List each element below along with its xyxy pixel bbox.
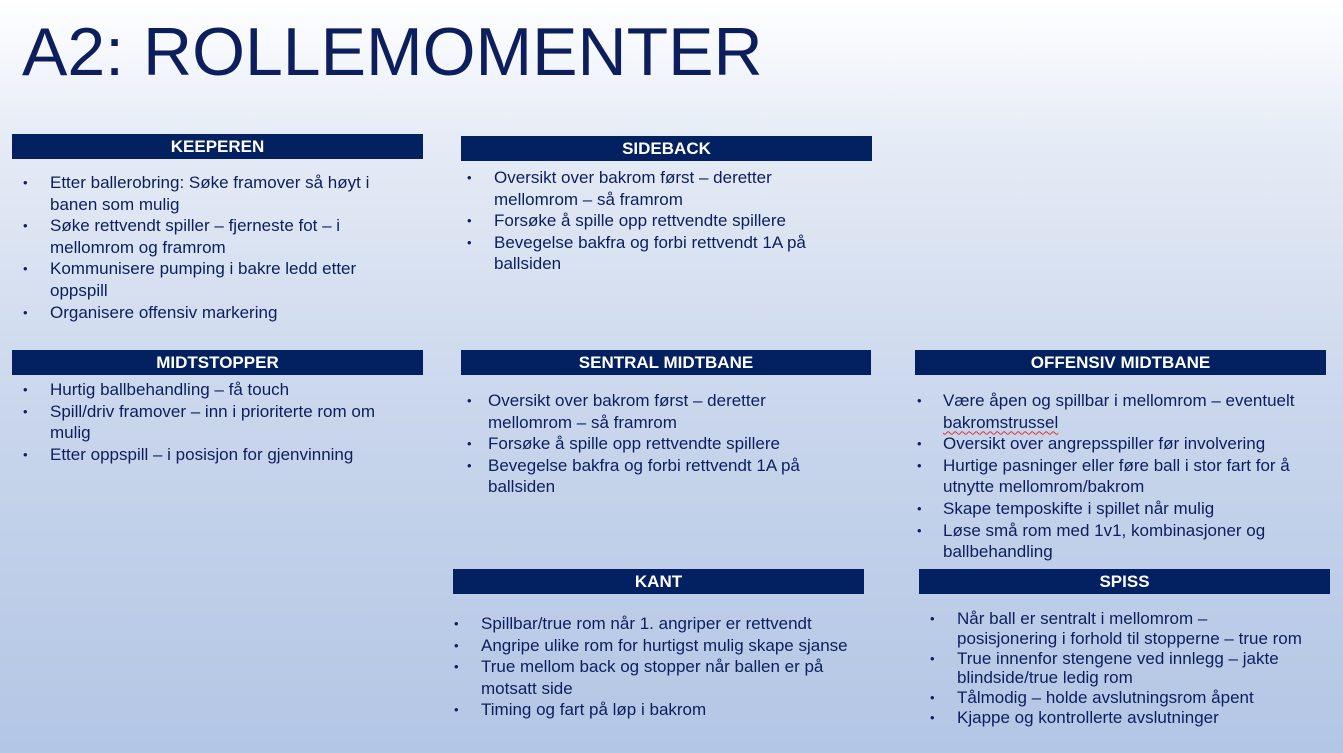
list-item: • Etter ballerobring: Søke framover så høyt i banen som mulig [23,173,370,214]
section-header-offensiv-midtbane: OFFENSIV MIDTBANE [915,350,1326,375]
bullet-icon: • [467,457,472,473]
list-item: • Når ball er sentralt i mellomrom – posisjonering i forhold til stopperne – true rom [930,609,1302,648]
bullet-icon: • [23,446,28,462]
list-spiss [930,609,1307,728]
section-sideback [461,136,872,161]
list-item: • Forsøke å spille opp rettvendte spillere [467,211,786,231]
section-header-kant: KANT [453,569,864,594]
section-kant [453,569,864,594]
bullet-icon: • [23,218,28,234]
bullet-icon: • [23,175,28,190]
section-keeperen [12,134,423,159]
list-item: • Kjappe og kontrollerte avslutninger [930,707,1219,727]
bullet-icon: • [917,522,922,538]
list-sideback [467,167,844,275]
bullet-icon: • [23,403,28,419]
bullet-icon: • [454,637,459,653]
bullet-icon: • [23,382,28,397]
list-item: • Hurtige pasninger eller føre ball i stor fart for å utnytte mellomrom/bakrom [917,455,1290,497]
section-offensiv-midtbane [915,350,1326,375]
section-header-sideback: SIDEBACK [461,136,872,161]
list-item: • Bevegelse bakfra og forbi rettvendt 1A på ballsiden [467,455,800,497]
bullet-icon: • [454,702,459,718]
list-item: • Søke rettvendt spiller – fjerneste fot – i mellomrom og framrom [23,216,341,257]
section-header-sentral-midtbane: SENTRAL MIDTBANE [461,350,871,375]
list-item: • Spillbar/true rom når 1. angriper er rettvendt [454,614,812,633]
bullet-icon: • [454,659,459,675]
list-item: • Oversikt over angrepsspiller før involvering [917,434,1266,454]
list-item: • Løse små rom med 1v1, kombinasjoner og ballbehandling [917,520,1266,562]
bullet-icon: • [917,457,922,473]
bullet-icon: • [467,213,472,229]
bullet-icon: • [467,170,472,185]
list-item: • Bevegelse bakfra og forbi rettvendt 1A på ballsiden [467,232,806,274]
list-midtstopper [23,379,400,465]
bullet-icon: • [467,234,472,250]
list-item: • Timing og fart på løp i bakrom [454,700,707,720]
bullet-icon: • [930,611,935,626]
bullet-icon: • [23,261,28,277]
list-item: • Angripe ulike rom for hurtigst mulig skape sjanse [454,635,848,655]
bullet-icon: • [467,436,472,452]
section-header-spiss: SPISS [919,569,1330,594]
section-sentral-midtbane [461,350,871,375]
list-item: • Hurtig ballbehandling – få touch [23,380,290,399]
bullet-icon: • [917,436,922,452]
page-title: A2: ROLLEMOMENTER [22,14,763,90]
spellcheck-word: bakromstrussel [943,412,1059,432]
list-item: • Etter oppspill – i posisjon for gjenvinning [23,444,354,464]
bullet-icon: • [930,690,935,706]
list-item: • Tålmodig – holde avslutningsrom åpent [930,688,1254,708]
list-item: • Oversikt over bakrom først – deretter mellomrom – så framrom [467,168,772,209]
list-item: • True mellom back og stopper når ballen er på motsatt side [454,657,824,698]
bullet-icon: • [467,393,472,408]
bullet-icon: • [454,616,459,631]
list-item: • Spill/driv framover – inn i prioriterte rom om mulig [23,401,375,443]
list-item: • Forsøke å spille opp rettvendte spillere [467,434,780,454]
list-item: • True innenfor stengene ved innlegg – jakte blindside/true ledig rom [930,648,1279,688]
section-midtstopper [12,350,423,375]
bullet-icon: • [930,709,935,725]
list-item: • Oversikt over bakrom først – deretter mellomrom – så framrom [467,391,766,432]
list-kant [454,613,851,721]
list-keeperen [23,172,400,323]
list-offensiv-midtbane [917,390,1328,563]
bullet-icon: • [23,304,28,320]
section-header-keeperen: KEEPEREN [12,134,423,159]
bullet-icon: • [917,500,922,516]
bullet-icon: • [930,650,935,666]
section-header-midtstopper: MIDTSTOPPER [12,350,423,375]
section-spiss [919,569,1330,594]
list-sentral-midtbane [467,390,828,498]
bullet-icon: • [917,393,922,408]
list-item: • Organisere offensiv markering [23,302,278,322]
list-item: • Skape temposkifte i spillet når mulig [917,498,1215,518]
list-item: • Kommunisere pumping i bakre ledd etter oppspill [23,259,357,300]
list-item: • Være åpen og spillbar i mellomrom – eventuelt bakromstrussel [917,391,1295,432]
